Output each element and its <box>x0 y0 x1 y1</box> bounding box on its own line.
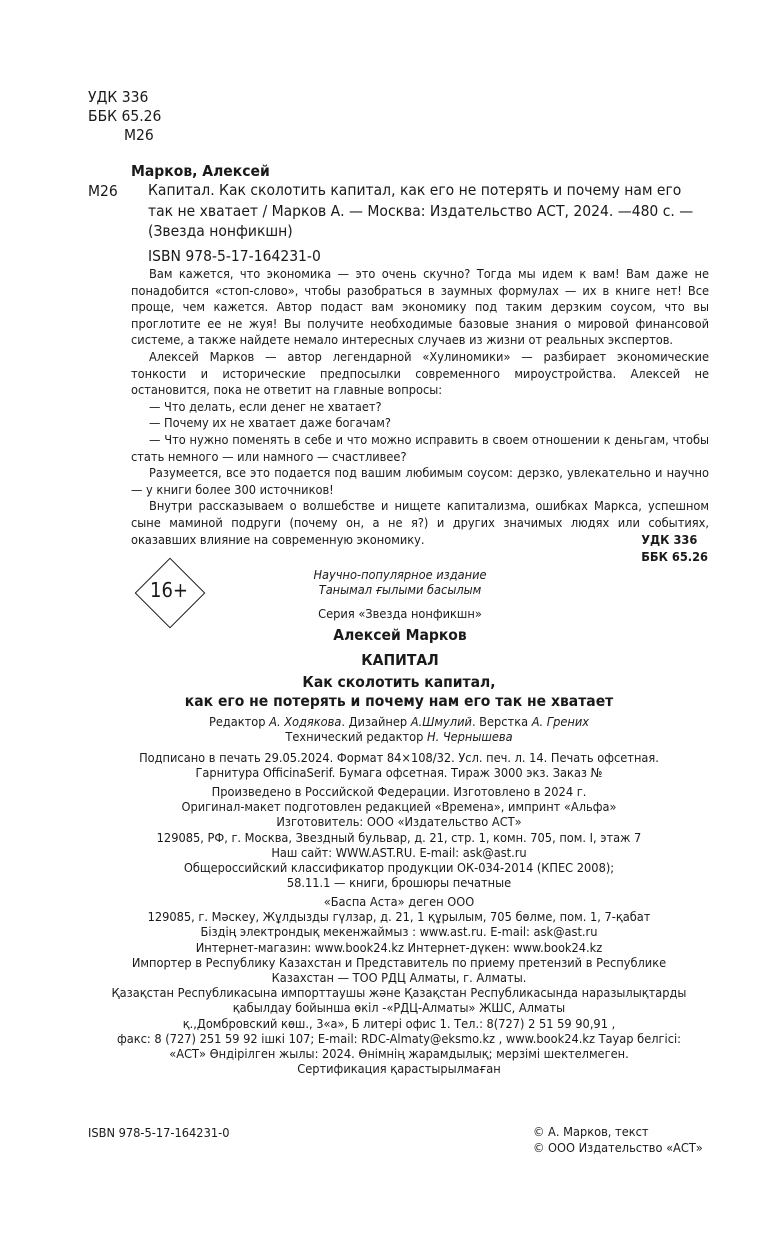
annotation <box>131 266 709 548</box>
designer-name: А.Шмулий <box>410 714 472 729</box>
bibliographic-description <box>148 180 710 242</box>
edition-type-block <box>200 567 600 597</box>
publisher-line: Общероссийский классификатор продукции ОК-034-2014 (КПЕС 2008); <box>183 860 615 876</box>
author-code: М26 <box>88 182 118 200</box>
bbk-code-right: ББК 65.26 <box>641 549 708 564</box>
publisher-line: Изготовитель: ООО «Издательство АСТ» <box>276 814 522 830</box>
edition-type-kz: Танымал ғылыми басылым <box>318 582 482 598</box>
publisher-line: Наш сайт: WWW.AST.RU. E-mail: ask@ast.ru <box>271 844 527 860</box>
kz-line: қ.,Домбровский көш., 3«а», Б литері офис 1. Тел.: 8(727) 2 51 59 90,91 , <box>182 1015 616 1031</box>
kz-line: қабылдау бойынша өкіл -«РДЦ-Алматы» ЖШС, Алматы <box>232 1000 566 1016</box>
annotation-paragraph: Вам кажется, что экономика — это очень скучно? Тогда мы идем к вам! Вам даже не понадобится «стоп-слово», чтобы разобраться в заумных формулах — их в книге нет! Все проще, чем кажется. Автор подаст вам экономику под таким дерзким соусом, что вы проглотите ее не жуя! Вы получите необходимые базовые знания о мировой финансовой системе, а также найдете немало интересных случаев из жизни от реальных экспертов. <box>131 266 709 348</box>
designer-label: . Дизайнер <box>341 714 411 729</box>
copyright-text: © А. Марков, текст <box>533 1124 649 1139</box>
kz-line: Біздің электрондық мекенжаймыз : www.ast.ru. E-mail: ask@ast.ru <box>200 924 598 940</box>
kz-line: факс: 8 (727) 251 59 92 ішкі 107; E-mail: RDC-Almaty@eksmo.kz , www.book24.kz Тауар белгісі: <box>116 1030 681 1046</box>
publisher-info <box>88 784 710 890</box>
classification-block <box>88 88 161 145</box>
biblio-text: Капитал. Как сколотить капитал, как его не потерять и почему нам его так не хватает / Марков А. — Москва: Издательство АСТ, 2024. —480 с. — (Звезда нонфикшн) <box>148 181 694 240</box>
bbk-code: ББК 65.26 <box>88 107 162 125</box>
layout-label: . Верстка <box>471 714 532 729</box>
tech-editor-label: Технический редактор <box>285 729 427 745</box>
footer-isbn: ISBN 978-5-17-164231-0 <box>88 1125 230 1140</box>
copyright-publisher: © ООО Издательство «АСТ» <box>533 1140 703 1155</box>
publisher-line: Произведено в Российской Федерации. Изготовлено в 2024 г. <box>211 784 587 799</box>
right-classification <box>641 531 708 565</box>
print-info <box>88 750 710 780</box>
udk-code: УДК 336 <box>88 88 149 106</box>
credits-line-1 <box>88 714 710 729</box>
editor-label: Редактор <box>208 714 270 729</box>
annotation-paragraph: — Почему их не хватает даже богачам? <box>149 415 391 431</box>
annotation-paragraph: — Что делать, если денег не хватает? <box>149 398 382 414</box>
annotation-paragraph: — Что нужно поменять в себе и что можно исправить в своем отношении к деньгам, чтобы стать немного — или намного — счастливее? <box>131 431 709 464</box>
subtitle-line-1: Как сколотить капитал, <box>302 673 496 691</box>
footer-copyright <box>533 1124 703 1156</box>
print-line: Подписано в печать 29.05.2024. Формат 84×108/32. Усл. печ. л. 14. Печать офсетная. <box>139 750 659 765</box>
editor-name: А. Ходякова <box>269 714 342 729</box>
publisher-line: 129085, РФ, г. Москва, Звездный бульвар, д. 21, стр. 1, комн. 705, пом. I, этаж 7 <box>156 829 642 845</box>
kz-info <box>88 894 710 1076</box>
kz-line: Интернет-магазин: www.book24.kz Интернет-дүкен: www.book24.kz <box>195 939 603 955</box>
author-mark: М26 <box>124 126 154 144</box>
series: Серия «Звезда нонфикшн» <box>318 606 482 621</box>
isbn-line: ISBN 978-5-17-164231-0 <box>148 247 321 265</box>
kz-line: «АСТ» Өндірілген жылы: 2024. Өнімнің жарамдылық; мерзімі шектелмеген. <box>169 1046 629 1062</box>
annotation-paragraph: Алексей Марков — автор легендарной «Хулиномики» — разбирает экономические тонкости и исторические предпосылки современного мироустройства. Алексей не остановится, пока не ответит на главные вопросы: <box>131 348 709 398</box>
layout-name: А. Грених <box>531 714 590 729</box>
subtitle-line-2: как его не потерять и почему нам его так не хватает <box>184 692 614 710</box>
book-title: КАПИТАЛ <box>361 651 439 669</box>
kz-line: Сертификация қарастырылмаған <box>297 1061 501 1077</box>
print-line: Гарнитура OfficinaSerif. Бумага офсетная. Тираж 3000 экз. Заказ № <box>195 765 603 781</box>
credits <box>88 714 710 744</box>
annotation-paragraph: Внутри рассказываем о волшебстве и нищете капитализма, ошибках Маркса, успешном сыне маминой подруги (почему он, а не я?) и других значимых людях или событиях, оказавших влияние на современную экономику. <box>131 498 709 547</box>
author-name: Алексей Марков <box>333 626 467 644</box>
credits-line-2 <box>88 729 710 744</box>
publisher-line: Оригинал-макет подготовлен редакцией «Времена», импринт «Альфа» <box>181 799 617 815</box>
udk-code-right: УДК 336 <box>641 532 698 547</box>
kz-line: Казахстан — ТОО РДЦ Алматы, г. Алматы. <box>271 970 527 986</box>
kz-line: Қазақстан Республикасына импорттаушы және Қазақстан Республикасында наразылықтарды <box>111 985 687 1001</box>
kz-line: «Баспа Аста» деген ООО <box>323 894 475 909</box>
book-subtitle <box>88 673 710 711</box>
author-heading: Марков, Алексей <box>131 162 270 180</box>
annotation-paragraph: Разумеется, все это подается под вашим любимым соусом: дерзко, увлекательно и научно — у книги более 300 источников! <box>131 465 709 497</box>
age-rating-label: 16+ <box>150 578 188 602</box>
publisher-line: 58.11.1 — книги, брошюры печатные <box>286 875 512 891</box>
tech-editor-name: Н. Чернышева <box>426 729 513 745</box>
edition-type: Научно-популярное издание <box>313 567 487 582</box>
kz-line: Импортер в Республику Казахстан и Представитель по приему претензий в Республике <box>131 954 667 970</box>
kz-line: 129085, г. Мәскеу, Жұлдызды гүлзар, д. 21, 1 құрылым, 705 бөлме, пом. 1, 7-қабат <box>147 909 651 925</box>
